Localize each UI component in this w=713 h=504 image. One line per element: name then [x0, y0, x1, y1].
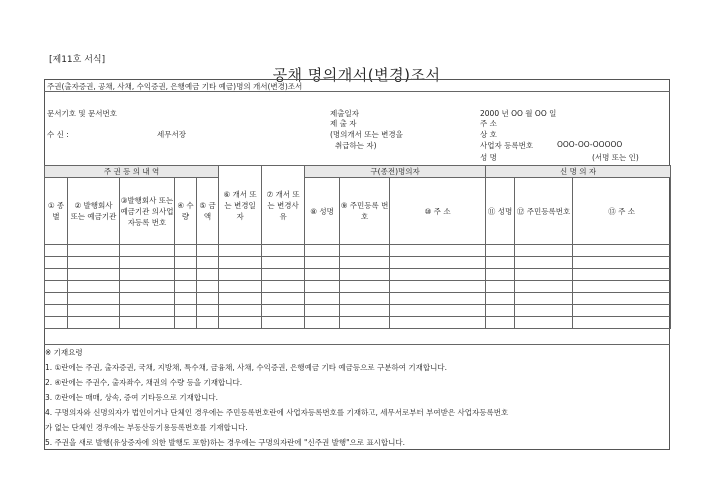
biz-reg-label: 사업자 등록번호	[480, 141, 534, 150]
group-stock-header: 주 권 등 의 내 역	[45, 166, 219, 178]
col-type: ① 종별	[45, 178, 68, 245]
col-new-resident-no: ⑫ 주민등록번호	[515, 178, 573, 245]
col-issuer: ② 발행회사 또는 예금기관	[68, 178, 120, 245]
form-subtitle: 주권(출자증권, 공채, 사채, 수익증권, 은행예금 기타 예금)명의 개서(변경)조서	[47, 82, 303, 91]
submit-date-label: 제출일자	[330, 109, 359, 118]
recipient-value: 세무서장	[157, 130, 186, 139]
company-label: 상 호	[480, 130, 497, 139]
group-old-header: 구(종전)명의자	[305, 166, 486, 178]
col-amount: ⑤ 금액	[197, 178, 219, 245]
col-quantity: ④ 수량	[175, 178, 197, 245]
note-item: 5. 주권을 새로 발행(유상증자에 의한 발행도 포함)하는 경우에는 구명의자란에 "신주권 발행"으로 표시합니다.	[45, 438, 406, 447]
recipient-label: 수 신 :	[47, 130, 69, 139]
col-new-name: ⑪ 성명	[486, 178, 515, 245]
submitter-label: 제 출 자	[330, 119, 357, 128]
table-row	[45, 269, 671, 281]
note-item: 4. 구명의자와 신명의자가 법인이거나 단체인 경우에는 주민등록번호란에 사업자등록번호를 기재하고, 세무서로부터 부여받은 사업자등록번호	[45, 408, 509, 417]
submitter-note-2: 취급하는 자)	[335, 141, 377, 150]
table-row	[45, 293, 671, 305]
col-new-address: ⑬ 주 소	[573, 178, 671, 245]
signature-note: (서명 또는 인)	[592, 153, 639, 162]
notes-heading: ※ 기재요령	[45, 348, 83, 357]
col-change-reason: ⑦ 개서 또는 변경사유	[262, 166, 305, 245]
table-row	[45, 281, 671, 293]
note-item: 1. ①란에는 주권, 출자증권, 국채, 지방채, 특수채, 금융채, 사채, 수익증권, 은행예금 기타 예금등으로 구분하여 기재합니다.	[45, 363, 447, 372]
col-old-resident-no: ⑨ 주민등록 번호	[340, 178, 390, 245]
table-row	[45, 317, 671, 329]
notes-section	[45, 345, 667, 450]
date-value: 2000 년 OO 월 OO 일	[480, 109, 557, 118]
biz-reg-value: OOO-OO-OOOOO	[557, 140, 623, 149]
note-item: 2. ④란에는 주권수, 출자좌수, 채권의 수량 등을 기재합니다.	[45, 378, 243, 387]
col-change-date: ⑥ 개서 또는 변경일자	[219, 166, 262, 245]
name-label: 성 명	[480, 153, 497, 162]
group-new-header: 신 명 의 자	[486, 166, 671, 178]
form-number: [제11호 서식]	[49, 55, 106, 65]
note-item: 가 없는 단체인 경우에는 부동산등기용등록번호를 기재합니다.	[45, 423, 248, 432]
col-old-name: ⑧ 성명	[305, 178, 340, 245]
table-row	[45, 245, 671, 257]
col-issuer-biz-no: ③발행회사 또는예금기관 의사업자등록 번호	[120, 178, 175, 245]
address-label: 주 소	[480, 119, 497, 128]
col-old-address: ⑩ 주 소	[390, 178, 486, 245]
divider	[44, 91, 670, 92]
table-row	[45, 257, 671, 269]
submitter-note-1: (명의개서 또는 변경을	[330, 130, 403, 139]
page-title: 공채 명의개서(변경)조서	[272, 66, 441, 84]
main-table	[44, 165, 671, 329]
note-item: 3. ⑦란에는 매매, 상속, 증여 기타등으로 기재합니다.	[45, 393, 218, 402]
doc-number-label: 문서기호 및 문서번호	[47, 109, 117, 118]
table-row	[45, 305, 671, 317]
